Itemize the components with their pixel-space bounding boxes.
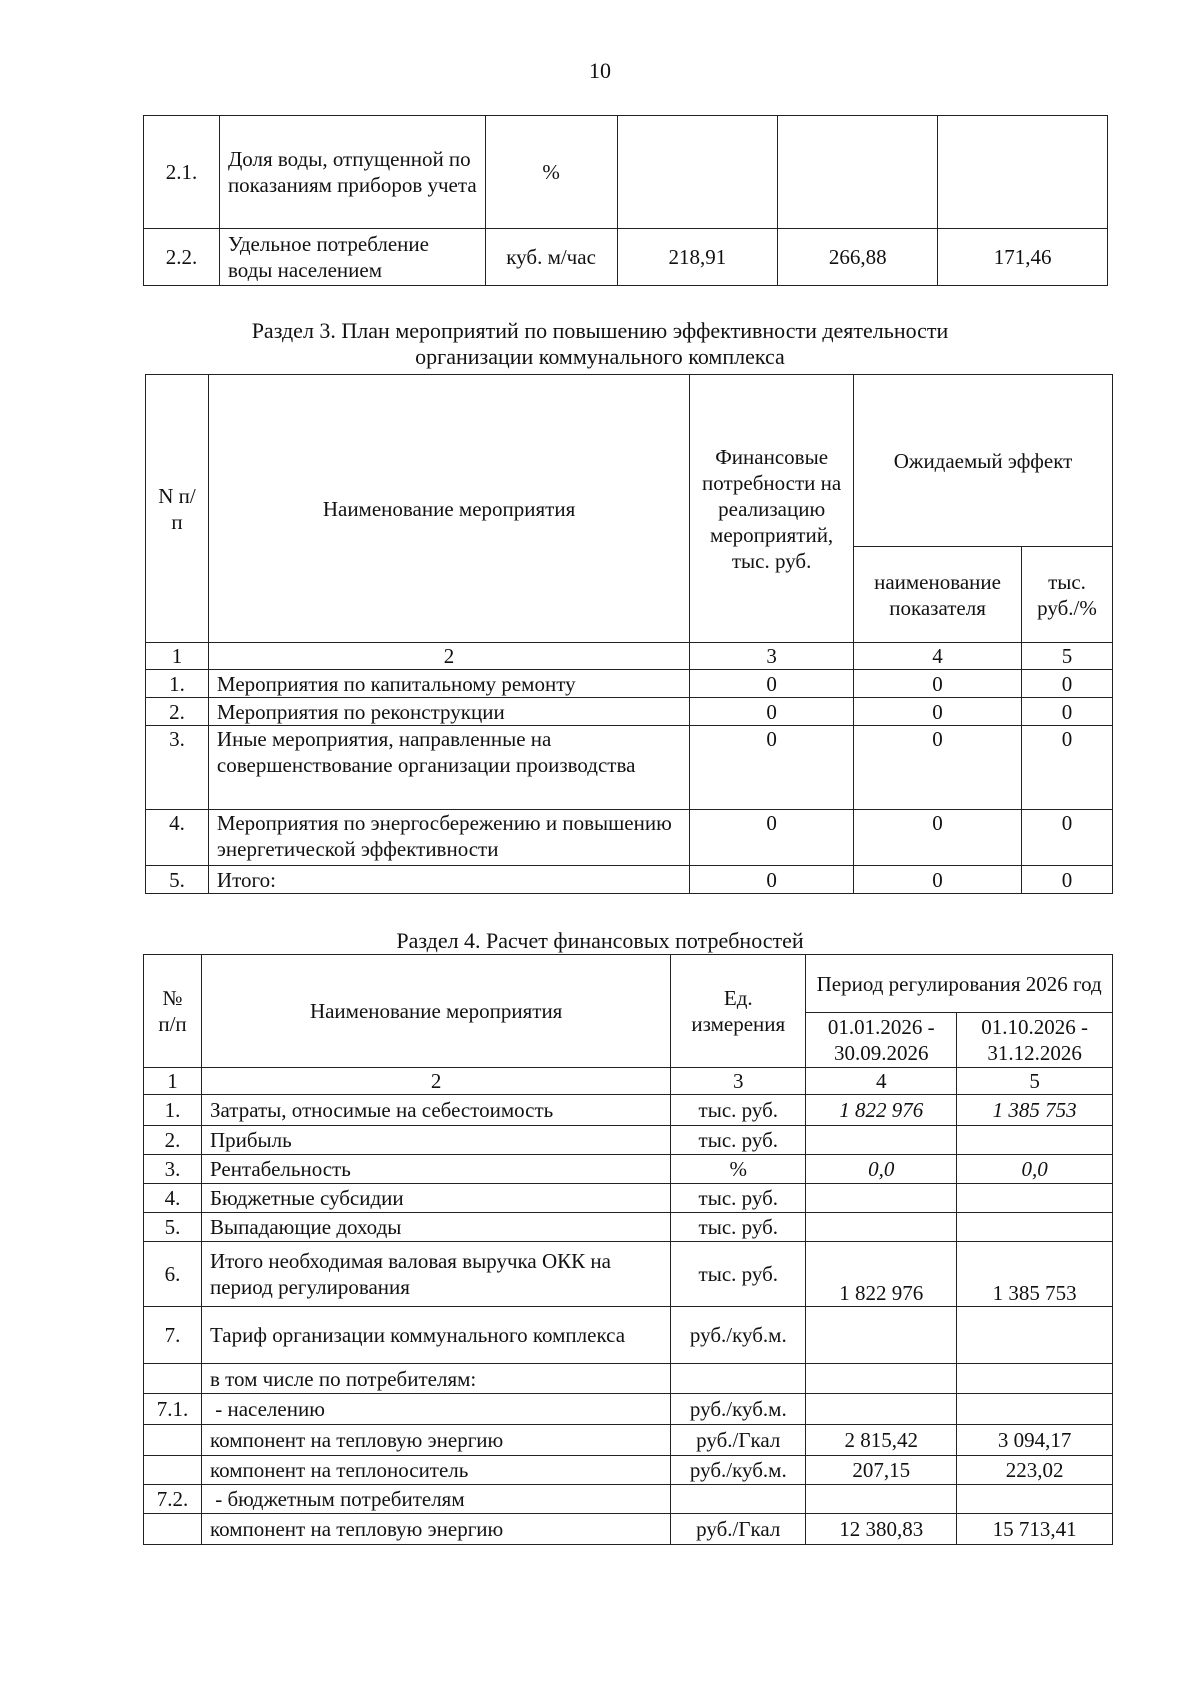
header-num: N п/п (146, 375, 209, 643)
row-number: 7.2. (144, 1485, 202, 1514)
value-cell (806, 1213, 957, 1242)
value-cell: 207,15 (806, 1456, 957, 1485)
section4-table (143, 954, 1113, 1545)
value-cell (957, 1394, 1113, 1425)
column-numbers-row (146, 643, 1113, 670)
table-row (144, 1456, 1113, 1485)
value-cell (806, 1364, 957, 1394)
item-name: Итого необходимая валовая выручка ОКК на период регулирования (201, 1242, 670, 1307)
row-number: 2. (144, 1126, 202, 1155)
column-number: 1 (146, 643, 209, 670)
value-cell (957, 1307, 1113, 1364)
value-cell: 3 094,17 (957, 1425, 1113, 1456)
value-cell: 0 (1022, 866, 1113, 894)
value-cell: 0 (690, 810, 854, 866)
unit (671, 1364, 806, 1394)
indicator-name: Удельное потребление воды населением (219, 229, 485, 286)
header-period: Период регулирования 2026 год (806, 955, 1113, 1013)
table-row (144, 1095, 1113, 1126)
header-value: тыс. руб./% (1022, 547, 1113, 643)
measure-name: Иные мероприятия, направленные на совершенствование организации производства (208, 726, 689, 810)
item-name: - бюджетным потребителям (201, 1485, 670, 1514)
item-name: в том числе по потребителям: (201, 1364, 670, 1394)
header-period-2: 01.10.2026 - 31.12.2026 (957, 1013, 1113, 1068)
header-num: № п/п (144, 955, 202, 1068)
value-cell (806, 1394, 957, 1425)
value-cell: 0 (1022, 810, 1113, 866)
column-number: 3 (690, 643, 854, 670)
header-finance: Финансовые потребности на реализацию мероприятий, тыс. руб. (690, 375, 854, 643)
value-cell: 0 (854, 670, 1022, 698)
unit: руб./куб.м. (671, 1307, 806, 1364)
value-cell: 1 385 753 (957, 1242, 1113, 1307)
table-row (144, 229, 1108, 286)
column-number: 4 (854, 643, 1022, 670)
column-number: 2 (201, 1068, 670, 1095)
column-number: 5 (957, 1068, 1113, 1095)
item-name: Рентабельность (201, 1155, 670, 1184)
value-cell: 0 (854, 866, 1022, 894)
column-number: 3 (671, 1068, 806, 1095)
row-number: 1. (146, 670, 209, 698)
header-name: Наименование мероприятия (208, 375, 689, 643)
value-cell (957, 1213, 1113, 1242)
unit: руб./Гкал (671, 1425, 806, 1456)
value-cell: 12 380,83 (806, 1514, 957, 1545)
unit: % (485, 116, 617, 229)
row-number: 3. (144, 1155, 202, 1184)
measure-name: Мероприятия по капитальному ремонту (208, 670, 689, 698)
header-effect: Ожидаемый эффект (854, 375, 1113, 547)
value-cell (938, 116, 1108, 229)
table-row (144, 116, 1108, 229)
table-row (144, 1126, 1113, 1155)
unit: куб. м/час (485, 229, 617, 286)
column-number: 4 (806, 1068, 957, 1095)
page-number: 10 (589, 58, 611, 83)
item-name: Выпадающие доходы (201, 1213, 670, 1242)
value-cell: 266,88 (778, 229, 938, 286)
value-cell: 0,0 (806, 1155, 957, 1184)
row-number (144, 1514, 202, 1545)
row-number: 6. (144, 1242, 202, 1307)
row-number: 5. (144, 1213, 202, 1242)
table-row (146, 670, 1113, 698)
row-number (144, 1456, 202, 1485)
value-cell: 0 (690, 670, 854, 698)
value-cell: 0 (690, 726, 854, 810)
column-number: 5 (1022, 643, 1113, 670)
value-cell (957, 1485, 1113, 1514)
item-name: Бюджетные субсидии (201, 1184, 670, 1213)
row-number (144, 1425, 202, 1456)
header-name: Наименование мероприятия (201, 955, 670, 1068)
value-cell (957, 1126, 1113, 1155)
unit: тыс. руб. (671, 1184, 806, 1213)
measure-name: Мероприятия по энергосбережению и повышению энергетической эффективности (208, 810, 689, 866)
value-cell: 0 (1022, 726, 1113, 810)
row-number: 7. (144, 1307, 202, 1364)
indicator-name: Доля воды, отпущенной по показаниям приборов учета (219, 116, 485, 229)
column-numbers-row (144, 1068, 1113, 1095)
table-row (146, 726, 1113, 810)
value-cell: 0 (1022, 670, 1113, 698)
value-cell: 0 (854, 810, 1022, 866)
row-number: 4. (146, 810, 209, 866)
item-name: компонент на тепловую энергию (201, 1514, 670, 1545)
value-cell: 1 822 976 (806, 1242, 957, 1307)
row-number (144, 1364, 202, 1394)
table-row (144, 1394, 1113, 1425)
value-cell (957, 1184, 1113, 1213)
item-name: - населению (201, 1394, 670, 1425)
value-cell (778, 116, 938, 229)
unit: руб./куб.м. (671, 1394, 806, 1425)
measure-name: Мероприятия по реконструкции (208, 698, 689, 726)
unit (671, 1485, 806, 1514)
table-row (144, 1514, 1113, 1545)
section3-table (145, 374, 1113, 894)
table-row (146, 866, 1113, 894)
item-name: Затраты, относимые на себестоимость (201, 1095, 670, 1126)
item-name: Прибыль (201, 1126, 670, 1155)
unit: тыс. руб. (671, 1095, 806, 1126)
row-number: 1. (144, 1095, 202, 1126)
header-indicator: наименование показателя (854, 547, 1022, 643)
table-row (146, 698, 1113, 726)
header-unit: Ед. измерения (671, 955, 806, 1068)
column-number: 2 (208, 643, 689, 670)
column-number: 1 (144, 1068, 202, 1095)
section3-title-text: Раздел 3. План мероприятий по повышению эффективности деятельности организации коммунального комплекса (251, 318, 949, 369)
row-number: 4. (144, 1184, 202, 1213)
value-cell (806, 1184, 957, 1213)
table-row (144, 1485, 1113, 1514)
indicators-table (143, 115, 1108, 286)
value-cell: 218,91 (617, 229, 778, 286)
row-number: 2.2. (144, 229, 220, 286)
value-cell: 223,02 (957, 1456, 1113, 1485)
item-name: компонент на тепловую энергию (201, 1425, 670, 1456)
value-cell: 1 385 753 (957, 1095, 1113, 1126)
value-cell: 0 (690, 866, 854, 894)
row-number: 2.1. (144, 116, 220, 229)
value-cell (957, 1364, 1113, 1394)
value-cell: 171,46 (938, 229, 1108, 286)
table-row (146, 810, 1113, 866)
item-name: компонент на теплоноситель (201, 1456, 670, 1485)
table-row (144, 1155, 1113, 1184)
table-row (144, 1425, 1113, 1456)
table-row (144, 1242, 1113, 1307)
value-cell: 0 (690, 698, 854, 726)
value-cell: 2 815,42 (806, 1425, 957, 1456)
table-row (144, 1307, 1113, 1364)
row-number: 5. (146, 866, 209, 894)
value-cell: 0,0 (957, 1155, 1113, 1184)
unit: % (671, 1155, 806, 1184)
row-number: 3. (146, 726, 209, 810)
value-cell: 1 822 976 (806, 1095, 957, 1126)
table-row (144, 1184, 1113, 1213)
value-cell: 0 (1022, 698, 1113, 726)
section4-title: Раздел 4. Расчет финансовых потребностей (396, 928, 804, 953)
value-cell (617, 116, 778, 229)
unit: руб./Гкал (671, 1514, 806, 1545)
value-cell (806, 1307, 957, 1364)
row-number: 2. (146, 698, 209, 726)
value-cell (806, 1126, 957, 1155)
item-name: Тариф организации коммунального комплекса (201, 1307, 670, 1364)
measure-name: Итого: (208, 866, 689, 894)
table-row (144, 1364, 1113, 1394)
value-cell (806, 1485, 957, 1514)
unit: тыс. руб. (671, 1213, 806, 1242)
header-period-1: 01.01.2026 - 30.09.2026 (806, 1013, 957, 1068)
row-number: 7.1. (144, 1394, 202, 1425)
unit: руб./куб.м. (671, 1456, 806, 1485)
value-cell: 0 (854, 698, 1022, 726)
table-row (144, 1213, 1113, 1242)
unit: тыс. руб. (671, 1126, 806, 1155)
unit: тыс. руб. (671, 1242, 806, 1307)
section3-title (0, 318, 1200, 370)
value-cell: 0 (854, 726, 1022, 810)
value-cell: 15 713,41 (957, 1514, 1113, 1545)
